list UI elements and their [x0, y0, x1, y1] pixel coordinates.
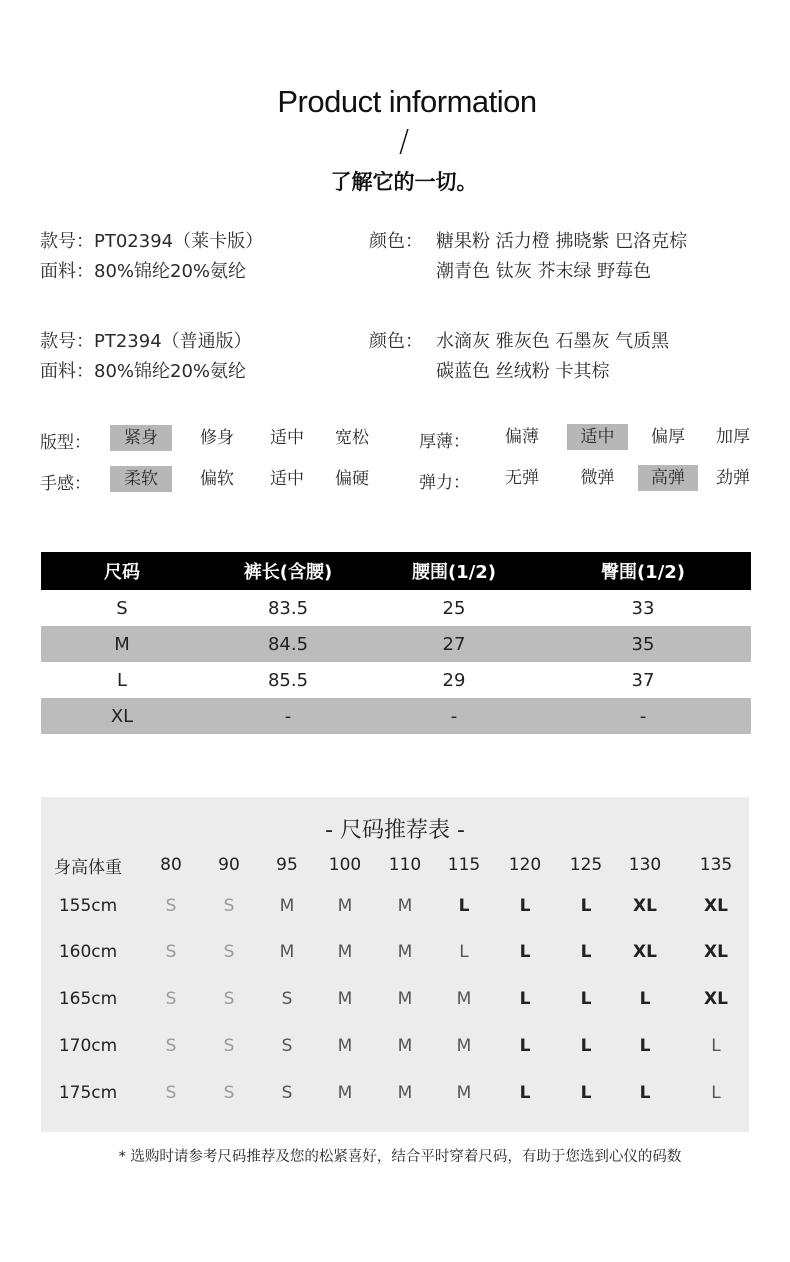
product-1-fabric: 面料：80%锦纶20%氨纶	[40, 261, 247, 282]
hip-cell: 35	[535, 626, 751, 662]
height-label: 155cm	[58, 896, 118, 916]
footnote: * 选购时请参考尺码推荐及您的松紧喜好，结合平时穿着尺码，有助于您选到心仪的码数	[118, 1149, 682, 1165]
waist-cell: 29	[442, 669, 466, 691]
product-1-colors-line2: 潮青色 钛灰 芥末绿 野莓色	[436, 261, 652, 282]
size-value: M	[397, 988, 413, 1009]
size-value: M	[337, 941, 353, 962]
size-value: L	[711, 1035, 721, 1056]
fit-option: 宽松	[335, 428, 369, 448]
size-value: L	[580, 988, 592, 1009]
size-value: L	[519, 896, 531, 916]
elasticity-option: 微弹	[580, 468, 615, 488]
product-2-colors-line1: 水滴灰 雅灰色 石墨灰 气质黑	[436, 331, 670, 352]
size-value: L	[459, 941, 469, 962]
recommendation-header	[41, 850, 749, 880]
fit-label: 版型：	[40, 433, 91, 453]
size-value: M	[456, 988, 472, 1009]
weight-header: 95	[276, 855, 298, 875]
waist-cell: 27	[373, 626, 535, 662]
fit-option: 紧身	[110, 425, 172, 451]
weight-header: 100	[328, 855, 362, 875]
size-value: L	[458, 896, 470, 916]
elasticity-option: 高弹	[638, 465, 698, 491]
size-value: XL	[633, 941, 657, 962]
size-recommendation-panel	[41, 797, 749, 1132]
size-value: S	[281, 1082, 293, 1103]
size-value: S	[223, 1035, 235, 1056]
elasticity-label: 弹力：	[419, 473, 470, 493]
size-value: M	[279, 941, 295, 962]
page-title: Product information	[277, 84, 537, 119]
size-table-row	[41, 590, 751, 626]
height-label: 170cm	[58, 1035, 118, 1056]
size-value: L	[519, 1082, 531, 1103]
thickness-label: 厚薄：	[419, 432, 470, 452]
length-cell: 84.5	[203, 626, 373, 662]
recommendation-row	[41, 928, 749, 975]
weight-header: 110	[388, 855, 422, 875]
weight-header: 120	[508, 855, 542, 875]
size-value: S	[165, 896, 177, 916]
size-cell: XL	[41, 698, 203, 734]
height-label: 160cm	[58, 941, 118, 962]
elasticity-option: 无弹	[505, 468, 539, 488]
size-value: S	[223, 941, 235, 962]
page-subtitle: 了解它的一切。	[330, 170, 478, 194]
weight-header: 80	[160, 855, 182, 875]
size-value: M	[397, 896, 413, 916]
product-1-colors-line1: 糖果粉 活力橙 拂晓紫 巴洛克棕	[436, 231, 688, 252]
thickness-option: 加厚	[716, 427, 750, 447]
recommendation-row	[41, 1022, 749, 1069]
feel-option: 偏软	[200, 469, 234, 489]
title-divider: /	[398, 124, 410, 159]
size-table-header-cell: 尺码	[41, 552, 203, 590]
size-value: M	[337, 988, 353, 1009]
size-value: S	[223, 1082, 235, 1103]
size-value: M	[397, 1082, 413, 1103]
feel-option: 柔软	[110, 466, 172, 492]
size-value: L	[580, 1035, 592, 1056]
fit-option: 修身	[200, 428, 234, 448]
size-table-header-cell: 臀围(1/2)	[535, 552, 751, 590]
size-value: XL	[704, 941, 728, 962]
corner-label: 身高体重	[54, 857, 122, 878]
size-value: L	[639, 988, 651, 1009]
recommendation-title: - 尺码推荐表 -	[325, 818, 465, 843]
product-2-fabric: 面料：80%锦纶20%氨纶	[40, 361, 247, 382]
size-value: S	[165, 988, 177, 1009]
height-label: 175cm	[58, 1082, 118, 1103]
size-table-header	[41, 552, 751, 590]
product-2-color-label: 颜色：	[369, 331, 423, 352]
feel-option: 适中	[270, 469, 304, 489]
size-value: XL	[633, 896, 657, 916]
size-value: S	[281, 1035, 293, 1056]
product-1-style-no: 款号：PT02394（莱卡版）	[40, 231, 264, 252]
size-value: M	[397, 941, 413, 962]
size-value: M	[337, 1082, 353, 1103]
size-value: L	[639, 1035, 651, 1056]
size-value: M	[456, 1035, 472, 1056]
size-value: L	[519, 941, 531, 962]
hip-cell: 37	[631, 669, 655, 691]
weight-header: 130	[628, 855, 662, 875]
thickness-option: 偏薄	[505, 427, 539, 447]
size-value: S	[165, 1035, 177, 1056]
size-value: M	[397, 1035, 413, 1056]
weight-header: 90	[218, 855, 240, 875]
hip-cell: 33	[631, 597, 655, 619]
thickness-option: 适中	[567, 424, 628, 450]
fit-option: 适中	[270, 428, 304, 448]
size-value: XL	[704, 896, 728, 916]
length-cell: -	[203, 698, 373, 734]
size-value: M	[279, 896, 295, 916]
recommendation-row	[41, 1069, 749, 1116]
size-table-header-cell: 裤长(含腰)	[203, 552, 373, 590]
feel-label: 手感：	[40, 474, 91, 494]
size-value: L	[639, 1082, 651, 1103]
feel-option: 偏硬	[335, 469, 369, 489]
hip-cell: -	[535, 698, 751, 734]
height-label: 165cm	[58, 988, 118, 1009]
size-cell: S	[116, 597, 128, 619]
recommendation-row	[41, 880, 749, 928]
waist-cell: -	[373, 698, 535, 734]
recommendation-table	[41, 850, 749, 1116]
size-value: S	[223, 896, 235, 916]
length-cell: 83.5	[267, 597, 309, 619]
size-value: L	[580, 941, 592, 962]
size-value: S	[223, 988, 235, 1009]
size-value: S	[165, 941, 177, 962]
thickness-option: 偏厚	[651, 427, 685, 447]
size-value: M	[456, 1082, 472, 1103]
size-value: L	[519, 1035, 531, 1056]
size-table-header-cell: 腰围(1/2)	[373, 552, 535, 590]
elasticity-option: 劲弹	[716, 468, 750, 488]
size-table-row	[41, 698, 751, 734]
size-value: XL	[704, 988, 728, 1009]
recommendation-row	[41, 975, 749, 1022]
weight-header: 125	[569, 855, 603, 875]
size-value: L	[580, 1082, 592, 1103]
length-cell: 85.5	[267, 669, 309, 691]
product-1-color-label: 颜色：	[369, 231, 423, 252]
size-cell: M	[41, 626, 203, 662]
size-value: M	[337, 1035, 353, 1056]
weight-header: 135	[699, 855, 733, 875]
product-2-style-no: 款号：PT2394（普通版）	[40, 331, 252, 352]
size-cell: L	[116, 669, 128, 691]
size-table-row	[41, 626, 751, 662]
size-table-row	[41, 662, 751, 698]
size-value: L	[519, 988, 531, 1009]
size-value: S	[281, 988, 293, 1009]
product-2-colors-line2: 碳蓝色 丝绒粉 卡其棕	[436, 361, 610, 382]
size-value: L	[711, 1082, 721, 1103]
weight-header: 115	[447, 855, 481, 875]
size-value: L	[580, 896, 592, 916]
size-value: S	[165, 1082, 177, 1103]
size-value: M	[337, 896, 353, 916]
waist-cell: 25	[442, 597, 466, 619]
size-table	[41, 552, 751, 734]
